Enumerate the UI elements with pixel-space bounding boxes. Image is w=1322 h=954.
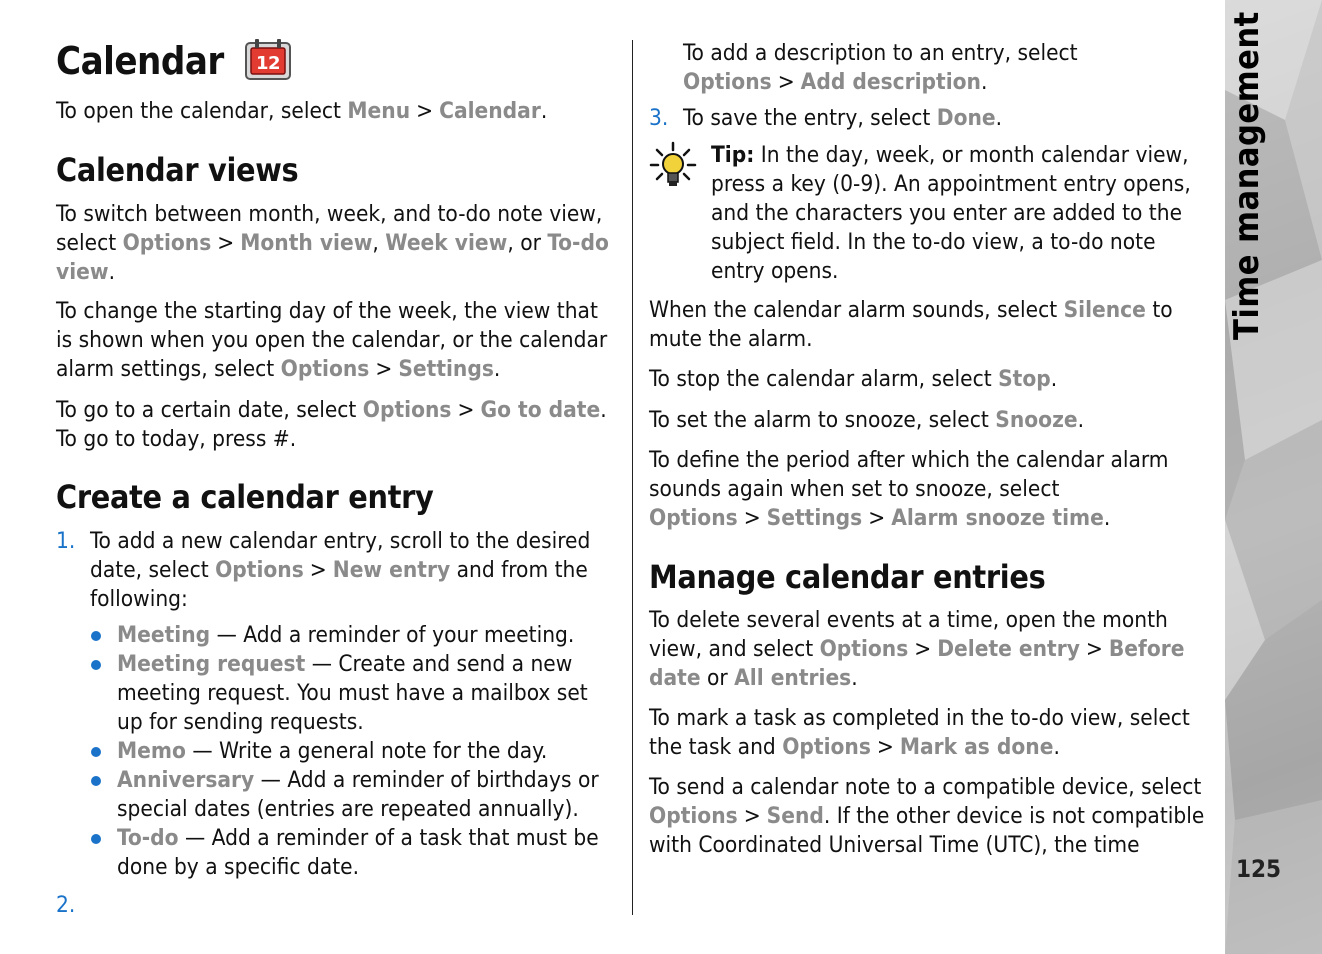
manage-paragraph-3: To send a calendar note to a compatible device, select Options > Send. If the other device is not compatible with Coordinated Universal Time (UTC), the time <box>649 774 1205 858</box>
calendar-ref: Calendar <box>439 98 541 124</box>
alarm-paragraph-4: To define the period after which the calendar alarm sounds again when set to snooze, select Options > Settings > Alarm snooze time. <box>649 447 1169 531</box>
page-title <box>56 38 291 89</box>
heading-create-entry: Create a calendar entry <box>56 478 434 516</box>
manage-paragraph-1: To delete several events at a time, open the month view, and select Options > Delete entry > Before date or All entries. <box>649 607 1185 691</box>
list-item: Meeting — Add a reminder of your meeting. <box>90 621 618 650</box>
heading-manage-entries: Manage calendar entries <box>649 558 1046 596</box>
step-3-text: To save the entry, select Done. <box>683 105 1003 131</box>
open-calendar-text: To open the calendar, select Menu > Calendar. <box>56 98 548 124</box>
lightbulb-icon <box>649 141 697 195</box>
column-divider <box>632 40 633 915</box>
page-number: 125 <box>1236 855 1282 883</box>
step-1-text: To add a new calendar entry, scroll to the desired date, select Options > New entry and from the following: <box>90 528 591 612</box>
svg-text:12: 12 <box>256 53 281 74</box>
page-title-text: Calendar <box>56 39 224 83</box>
views-paragraph-1: To switch between month, week, and to-do note view, select Options > Month view, Week view, or To-do view. <box>56 201 609 285</box>
tip-text: Tip: In the day, week, or month calendar view, press a key (0-9). An appointment entry opens, and the characters you enter are added to the subject field. In the to-do view, a to-do note entry opens. <box>711 142 1191 284</box>
step-number-1: 1. <box>56 528 76 554</box>
list-item: Anniversary — Add a reminder of birthdays or special dates (entries are repeated annually). <box>90 766 618 824</box>
manage-paragraph-2: To mark a task as completed in the to-do view, select the task and Options > Mark as done. <box>649 705 1190 760</box>
list-item: To-do — Add a reminder of a task that must be done by a specific date. <box>90 824 618 882</box>
step-number-3: 3. <box>649 105 669 131</box>
step-2-text: To add a description to an entry, select Options > Add description. <box>683 40 1078 95</box>
views-paragraph-3: To go to a certain date, select Options > Go to date. To go to today, press #. <box>56 397 607 452</box>
heading-calendar-views: Calendar views <box>56 151 299 189</box>
step-number-2: 2. <box>56 892 76 918</box>
calendar-icon <box>245 38 291 89</box>
list-item: Meeting request — Create and send a new meeting request. You must have a mailbox set up for sending requests. <box>90 650 618 737</box>
tip-box <box>649 141 1214 291</box>
entry-type-list <box>90 621 618 882</box>
section-title: Time management <box>1227 11 1267 340</box>
views-paragraph-2: To change the starting day of the week, the view that is shown when you open the calendar, or the calendar alarm settings, select Options > Settings. <box>56 298 608 382</box>
alarm-paragraph-1: When the calendar alarm sounds, select Silence to mute the alarm. <box>649 297 1173 352</box>
menu-ref: Menu <box>347 98 411 124</box>
list-item: Memo — Write a general note for the day. <box>90 737 618 766</box>
alarm-paragraph-3: To set the alarm to snooze, select Snooze. <box>649 407 1085 433</box>
alarm-paragraph-2: To stop the calendar alarm, select Stop. <box>649 366 1058 392</box>
